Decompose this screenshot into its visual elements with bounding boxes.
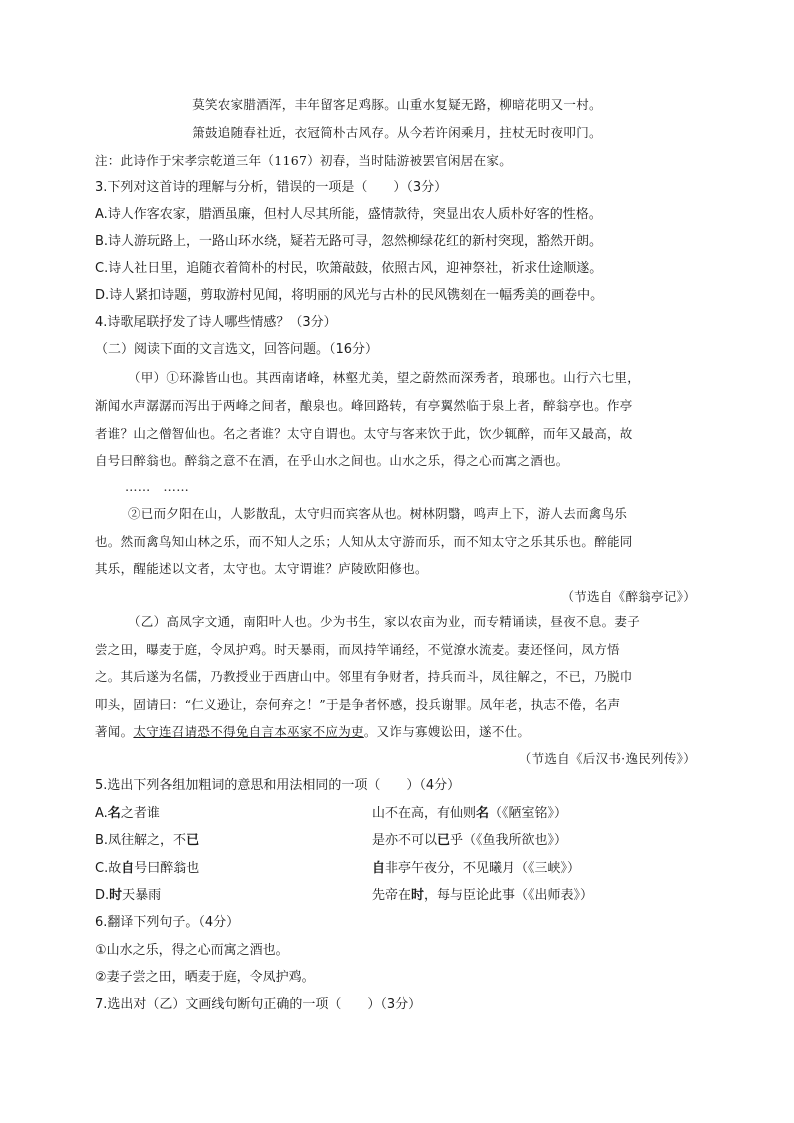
question-6-stem: 6.翻译下列句子。（4分） bbox=[95, 915, 240, 930]
bold-word: 时 bbox=[109, 888, 123, 903]
poem-note: 注：此诗作于宋孝宗乾道三年（1167）初春，当时陆游被罢官闲居在家。 bbox=[95, 153, 513, 168]
jia-para1-line2: 渐闻水声潺潺而泻出于两峰之间者，酿泉也。峰回路转，有亭翼然临于泉上者，醉翁亭也。作亭 bbox=[95, 398, 633, 413]
text: （《陋室铭》） bbox=[489, 806, 568, 821]
bold-word: 自 bbox=[372, 861, 386, 876]
text: 天暴雨 bbox=[122, 888, 162, 903]
jia-para1-line3: 者谁？山之僧智仙也。名之者谁？太守自谓也。太守与客来饮于此，饮少辄醉，而年又最高，故 bbox=[95, 426, 633, 441]
text: 之者谁 bbox=[120, 806, 160, 821]
question-5-stem: 5.选出下列各组加粗词的意思和用法相同的一项（ ）（4分） bbox=[95, 778, 461, 793]
question-3-option-c: C.诗人社日里，追随衣着简朴的村民，吹箫敲鼓，依照古风，迎神祭社，祈求仕途顺遂。 bbox=[95, 261, 603, 276]
yi-line4: 叩头，固请曰：“仁义逊让，奈何弃之！”于是争者怀感，投兵谢罪。凤年老，执志不倦，名声 bbox=[95, 697, 621, 712]
question-6-sentence-2: ②妻子尝之田，晒麦于庭，令凤护鸡。 bbox=[95, 970, 315, 985]
question-3-option-d: D.诗人紧扣诗题，剪取游村见闻，将明丽的风光与古朴的民风镌刻在一幅秀美的画卷中。 bbox=[95, 288, 604, 303]
text: D. bbox=[95, 888, 110, 903]
text: C.故 bbox=[95, 861, 122, 876]
question-3-option-a: A.诗人作客农家，腊酒虽廉，但村人尽其所能，盛情款待，突显出农人质朴好客的性格。 bbox=[95, 207, 602, 222]
jia-source: （节选自《醉翁亭记》） bbox=[561, 589, 696, 604]
bold-word: 已 bbox=[437, 833, 451, 848]
poem-line-1: 莫笑农家腊酒浑，丰年留客足鸡豚。山重水复疑无路，柳暗花明又一村。 bbox=[192, 97, 602, 112]
jia-para1-line1: （甲）①环滁皆山也。其西南诸峰，林壑尤美，望之蔚然而深秀者，琅琊也。山行六七里， bbox=[128, 370, 641, 385]
bold-word: 已 bbox=[186, 833, 200, 848]
jia-ellipsis: …… …… bbox=[125, 479, 189, 494]
question-4-stem: 4.诗歌尾联抒发了诗人哪些情感？（3分） bbox=[95, 315, 337, 330]
question-3-option-b: B.诗人游玩路上，一路山环水绕，疑若无路可寻，忽然柳绿花红的新村突现，豁然开朗。 bbox=[95, 234, 603, 249]
yi-line5-rest: 。又诈与寡嫂讼田，遂不仕。 bbox=[363, 724, 531, 739]
question-6-sentence-1: ①山水之乐，得之心而寓之酒也。 bbox=[95, 943, 289, 958]
bold-word: 名 bbox=[107, 806, 121, 821]
yi-line5 bbox=[95, 723, 530, 741]
jia-para1-line4: 自号曰醉翁也。醉翁之意不在酒，在乎山水之间也。山水之乐，得之心而寓之酒也。 bbox=[95, 453, 569, 468]
text: 非亭午夜分，不见曦月（《三峡》） bbox=[385, 861, 581, 876]
text: 乎（《鱼我所欲也》） bbox=[450, 833, 568, 848]
question-5-option-b-left bbox=[95, 832, 199, 850]
question-5-option-a-left bbox=[95, 805, 160, 823]
question-5-option-b-right bbox=[372, 832, 567, 850]
question-3-stem: 3.下列对这首诗的理解与分析，错误的一项是（ ）（3分） bbox=[95, 180, 448, 195]
question-5-option-c-right bbox=[372, 860, 580, 878]
text: 是亦不可以 bbox=[372, 833, 438, 848]
text: 山不在高，有仙则 bbox=[372, 806, 477, 821]
question-5-option-d-left bbox=[95, 887, 161, 905]
text: A. bbox=[95, 806, 108, 821]
bold-word: 自 bbox=[121, 861, 135, 876]
text: ，每与臣论此事（《出师表》） bbox=[424, 888, 594, 903]
section-2-heading: （二）阅读下面的文言选文，回答问题。（16分） bbox=[95, 342, 379, 357]
yi-line5-prefix: 著闻。 bbox=[95, 724, 134, 739]
question-5-option-a-right bbox=[372, 805, 567, 823]
jia-para2-line3: 其乐，醒能述以文者，太守也。太守谓谁？庐陵欧阳修也。 bbox=[95, 561, 428, 576]
yi-line2: 尝之田，曝麦于庭，令凤护鸡。时天暴雨，而凤持竿诵经，不觉潦水流麦。妻还怪问，凤方悟 bbox=[95, 642, 620, 657]
question-5-option-d-right bbox=[372, 887, 593, 905]
jia-para2-line1: ②已而夕阳在山，人影散乱，太守归而宾客从也。树林阴翳，鸣声上下，游人去而禽鸟乐 bbox=[128, 506, 628, 521]
bold-word: 名 bbox=[476, 806, 490, 821]
question-7-stem: 7.选出对（乙）文画线句断句正确的一项（ ）（3分） bbox=[95, 997, 422, 1012]
yi-line1: （乙）高凤字文通，南阳叶人也。少为书生，家以农亩为业，而专精诵读，昼夜不息。妻子 bbox=[128, 614, 641, 629]
poem-line-2: 箫鼓追随春社近，衣冠简朴古风存。从今若许闲乘月，拄杖无时夜叩门。 bbox=[192, 125, 602, 140]
text: B.凤往解之，不 bbox=[95, 833, 187, 848]
bold-word: 时 bbox=[411, 888, 425, 903]
question-5-option-c-left bbox=[95, 860, 199, 878]
text: 先帝在 bbox=[372, 888, 412, 903]
jia-para2-line2: 也。然而禽鸟知山林之乐，而不知人之乐；人知从太守游而乐，而不知太守之乐其乐也。醉能同 bbox=[95, 534, 633, 549]
yi-source: （节选自《后汉书·逸民列传》） bbox=[518, 751, 696, 766]
yi-line3: 之。其后遂为名儒，乃教授业于西唐山中。邻里有争财者，持兵而斗，凤往解之，不已，乃脱巾 bbox=[95, 669, 633, 684]
yi-underlined-sentence: 太守连召请恐不得免自言本巫家不应为吏 bbox=[133, 724, 364, 739]
text: 号曰醉翁也 bbox=[134, 861, 200, 876]
